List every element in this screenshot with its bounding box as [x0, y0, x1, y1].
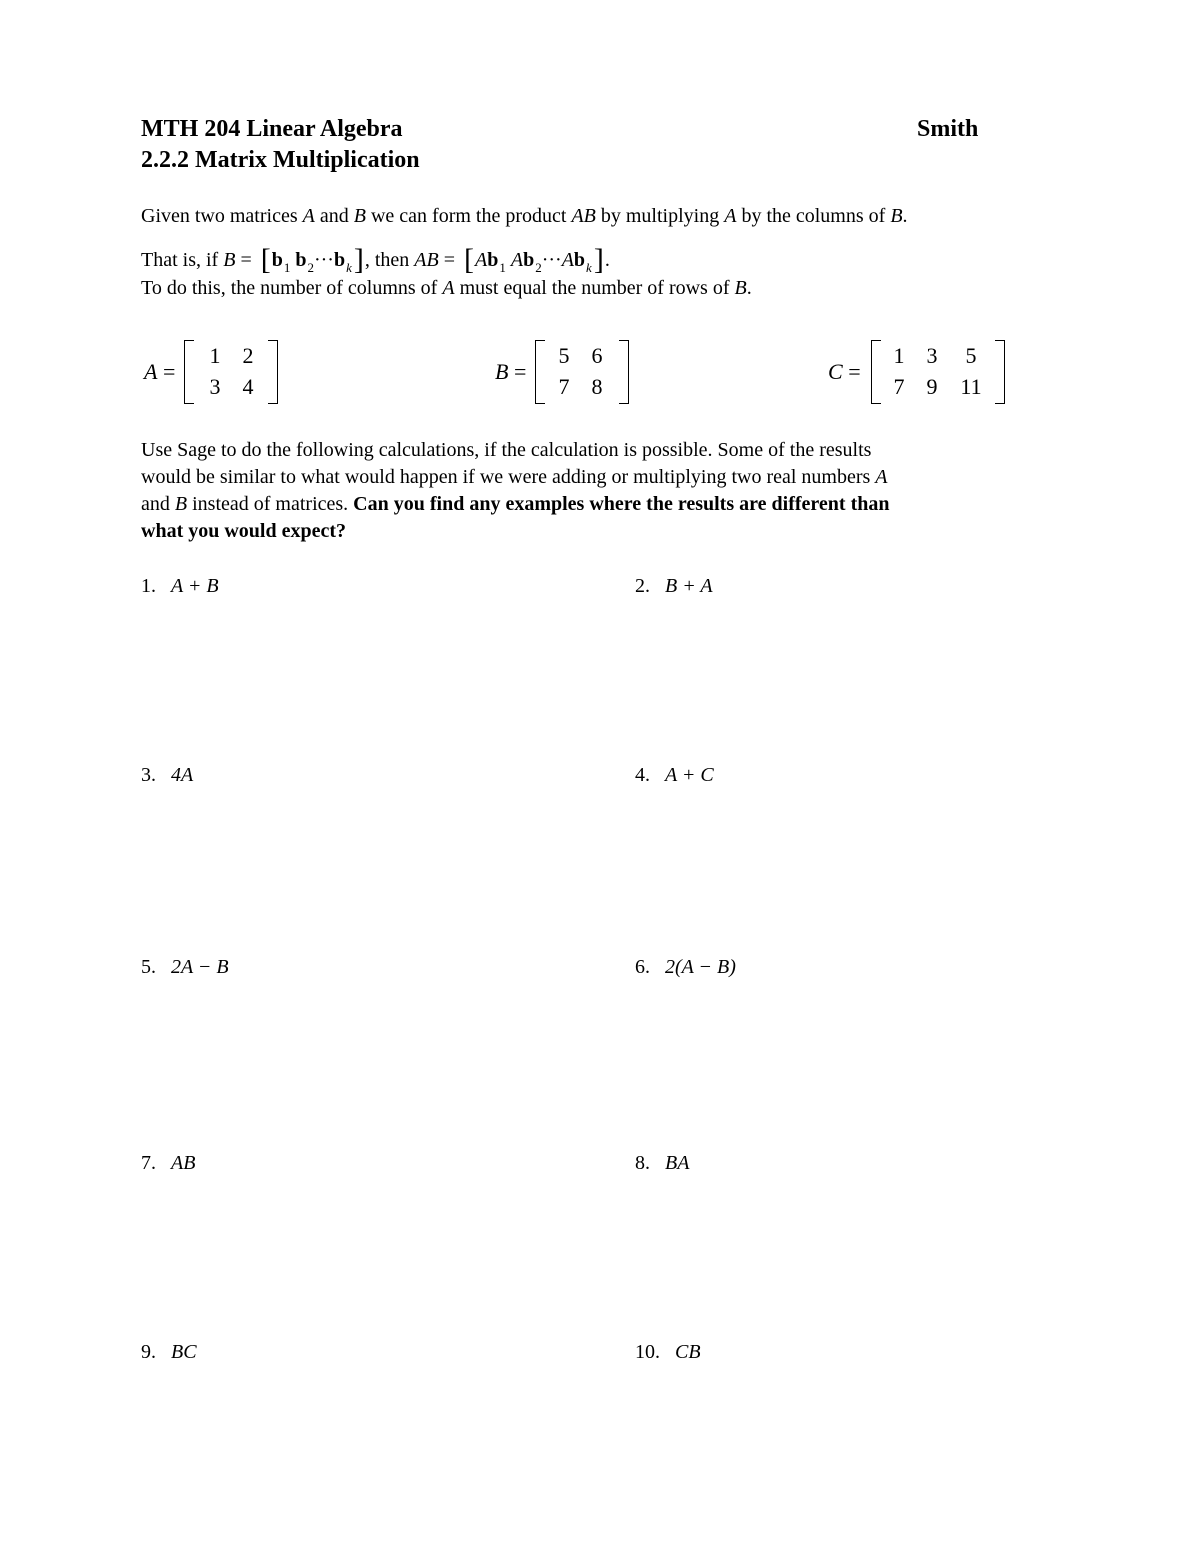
matrix-cell: 2	[242, 343, 254, 368]
matrix-cell: 6	[591, 343, 603, 368]
problem-4: 4. A + C	[635, 764, 714, 786]
intro-line-2: That is, if $B = [b_1$ $b_2\cdot\cdot\cdot b_k$], then AB = [$Ab_1$ $Ab_2\cdot\cdot\cdot Ab_k$].	[141, 243, 610, 276]
problem-6: 6. 2(A − B)	[635, 956, 736, 978]
matrix-cell: 4	[242, 374, 254, 399]
matrix-b-label: B =	[495, 359, 527, 384]
instructions-line-4: what you would expect?	[141, 520, 347, 542]
intro-line-3: To do this, the number of columns of A must equal the number of rows of B.	[141, 277, 752, 299]
instructions-line-3: and B instead of matrices. Can you find any examples where the results are different than	[141, 493, 890, 515]
problem-5: 5. 2A − B	[141, 956, 229, 978]
matrix-cell: 3	[209, 374, 221, 399]
problem-1: 1. A + B	[141, 575, 219, 597]
section-title: 2.2.2 Matrix Multiplication	[141, 147, 420, 173]
problem-3: 3. 4A	[141, 764, 194, 786]
problem-9: 9. BC	[141, 1341, 197, 1363]
matrix-cell: 7	[558, 374, 570, 399]
problem-7: 7. AB	[141, 1152, 196, 1174]
problem-10: 10. CB	[635, 1341, 701, 1363]
problem-8: 8. BA	[635, 1152, 690, 1174]
matrix-cell: 8	[591, 374, 603, 399]
matrix-cell: 11	[960, 374, 982, 399]
instructor-name: Smith	[917, 116, 979, 142]
course-title: MTH 204 Linear Algebra	[141, 116, 403, 142]
matrix-a-brackets	[184, 340, 278, 404]
matrix-cell: 9	[926, 374, 938, 399]
matrix-c	[828, 340, 1008, 410]
instructions-line-1: Use Sage to do the following calculations, if the calculation is possible. Some of the results	[141, 439, 872, 461]
matrix-a	[144, 340, 284, 410]
problem-2: 2. B + A	[635, 575, 713, 597]
instructions-line-2: would be similar to what would happen if we were adding or multiplying two real numbers A	[141, 466, 888, 488]
matrix-b	[495, 340, 635, 410]
matrix-c-label: C =	[828, 359, 861, 384]
matrix-cell: 5	[965, 343, 977, 368]
matrix-cell: 7	[893, 374, 905, 399]
matrix-cell: 5	[558, 343, 570, 368]
matrix-a-label: A =	[144, 359, 176, 384]
matrix-cell: 3	[926, 343, 938, 368]
matrix-cell: 1	[209, 343, 221, 368]
intro-line-1: Given two matrices A and B we can form the product AB by multiplying A by the columns of B.	[141, 205, 908, 227]
matrix-cell: 1	[893, 343, 905, 368]
